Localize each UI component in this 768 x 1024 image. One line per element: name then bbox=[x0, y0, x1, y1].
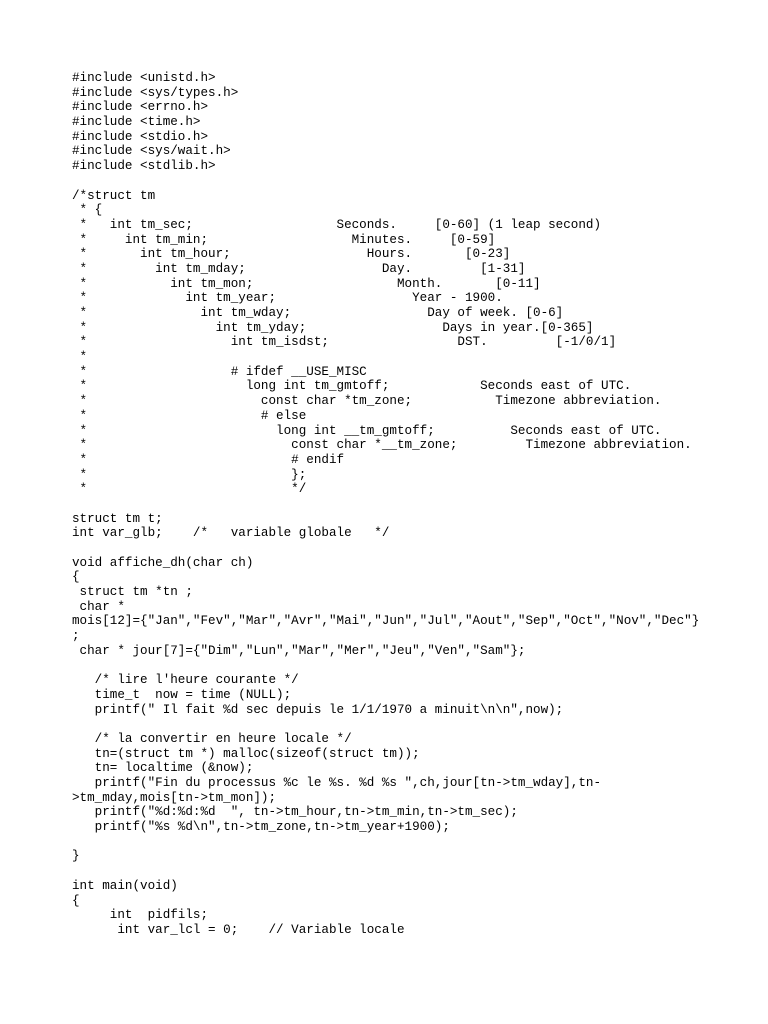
code-line: * */ bbox=[72, 482, 307, 497]
code-line: time_t now = time (NULL); bbox=[72, 687, 292, 702]
code-line: * int tm_wday; Day of week. [0-6] bbox=[72, 306, 564, 320]
code-line: /*struct tm bbox=[72, 188, 156, 203]
code-line: int var_glb; /* variable globale */ bbox=[72, 526, 390, 541]
code-line bbox=[72, 174, 762, 189]
code-line bbox=[72, 835, 762, 850]
code-line: char * jour[7]={"Dim","Lun","Mar","Mer","Jeu","Ven","Sam"}; bbox=[72, 643, 526, 658]
code-line: mois[12]={"Jan","Fev","Mar","Avr","Mai","Jun","Jul","Aout","Sep","Oct","Nov","Dec"} bbox=[72, 614, 700, 629]
code-line: #include <stdio.h> bbox=[72, 129, 209, 144]
code-document bbox=[72, 71, 762, 938]
code-line: >tm_mday,mois[tn->tm_mon]); bbox=[72, 790, 277, 805]
code-line: * int tm_mon; Month. [0-11] bbox=[72, 276, 541, 291]
code-line: #include <time.h> bbox=[72, 115, 201, 130]
code-line bbox=[72, 659, 762, 674]
code-line: * int tm_hour; Hours. [0-23] bbox=[72, 247, 511, 262]
code-line: } bbox=[72, 849, 80, 864]
code-line: struct tm t; bbox=[72, 511, 163, 526]
code-line: int main(void) bbox=[72, 878, 178, 893]
code-line: #include <sys/wait.h> bbox=[72, 144, 231, 159]
code-line: #include <stdlib.h> bbox=[72, 159, 216, 174]
code-line: * long int __tm_gmtoff; Seconds east of UTC. bbox=[72, 423, 662, 438]
code-line bbox=[72, 497, 762, 512]
code-line: #include <errno.h> bbox=[72, 100, 209, 115]
code-line: * # ifdef __USE_MISC bbox=[72, 364, 367, 379]
code-line: * int tm_year; Year - 1900. bbox=[72, 291, 503, 306]
code-line bbox=[72, 864, 762, 879]
code-line: * const char *__tm_zone; Timezone abbreviation. bbox=[72, 438, 692, 453]
code-line: printf(" Il fait %d sec depuis le 1/1/1970 a minuit\n\n",now); bbox=[72, 702, 564, 717]
code-line: printf("%d:%d:%d ", tn->tm_hour,tn->tm_min,tn->tm_sec); bbox=[72, 805, 518, 820]
code-line: printf("%s %d\n",tn->tm_zone,tn->tm_year+1900); bbox=[72, 820, 450, 835]
code-line: * const char *tm_zone; Timezone abbreviation. bbox=[72, 394, 662, 409]
code-line: { bbox=[72, 893, 80, 908]
code-line: * }; bbox=[72, 467, 307, 482]
code-line: ; bbox=[72, 629, 80, 644]
code-line: * bbox=[72, 350, 88, 365]
code-line bbox=[72, 717, 762, 732]
code-line: * int tm_min; Minutes. [0-59] bbox=[72, 232, 496, 247]
code-line: /* lire l'heure courante */ bbox=[72, 673, 299, 688]
code-line: * int tm_isdst; DST. [-1/0/1] bbox=[72, 335, 617, 350]
code-line: * { bbox=[72, 203, 103, 218]
code-line: #include <unistd.h> bbox=[72, 71, 216, 85]
code-line: int var_lcl = 0; // Variable locale bbox=[72, 922, 405, 937]
code-line: void affiche_dh(char ch) bbox=[72, 555, 254, 570]
code-line: int pidfils; bbox=[72, 908, 209, 923]
code-line: * long int tm_gmtoff; Seconds east of UTC. bbox=[72, 379, 632, 394]
code-line: tn= localtime (&now); bbox=[72, 761, 254, 776]
code-line: tn=(struct tm *) malloc(sizeof(struct tm)); bbox=[72, 746, 420, 761]
code-line: #include <sys/types.h> bbox=[72, 85, 239, 100]
code-line: * # else bbox=[72, 408, 307, 423]
code-line: * # endif bbox=[72, 452, 345, 467]
code-line: * int tm_sec; Seconds. [0-60] (1 leap second) bbox=[72, 217, 602, 232]
code-line: * int tm_mday; Day. [1-31] bbox=[72, 261, 526, 276]
code-line: /* la convertir en heure locale */ bbox=[72, 731, 352, 746]
code-line: { bbox=[72, 570, 80, 585]
code-line bbox=[72, 541, 762, 556]
code-line: printf("Fin du processus %c le %s. %d %s ",ch,jour[tn->tm_wday],tn- bbox=[72, 776, 602, 790]
code-line: * int tm_yday; Days in year.[0-365] bbox=[72, 320, 594, 335]
code-line: char * bbox=[72, 599, 125, 614]
code-line: struct tm *tn ; bbox=[72, 585, 193, 600]
